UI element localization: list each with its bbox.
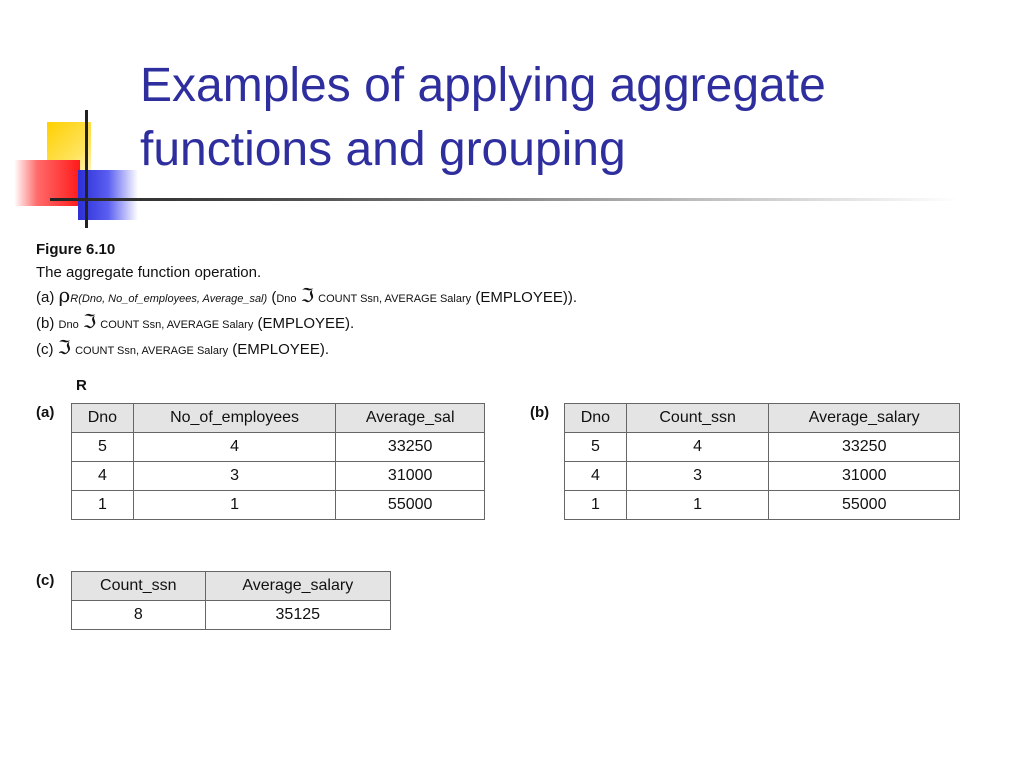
table-header-row <box>72 404 485 433</box>
table-cell: 1 <box>72 491 134 520</box>
column-header: No_of_employees <box>133 404 336 433</box>
table-row <box>565 433 960 462</box>
table-cell: 4 <box>626 433 769 462</box>
group-attr-a: Dno <box>276 293 297 305</box>
table-cell: 1 <box>133 491 336 520</box>
operation-line-c <box>36 337 577 363</box>
line-b-label: (b) <box>36 315 55 332</box>
table-row <box>72 433 485 462</box>
relation-a: (EMPLOYEE)). <box>475 289 578 306</box>
rho-symbol: ρ <box>58 283 71 307</box>
table-cell: 4 <box>565 462 627 491</box>
relation-name-label: R <box>76 377 87 394</box>
operation-line-b <box>36 311 577 337</box>
slide-title <box>140 54 1000 182</box>
table-cell: 4 <box>133 433 336 462</box>
table-row <box>72 601 391 630</box>
result-table-c <box>71 571 391 630</box>
table-cell: 55000 <box>769 491 960 520</box>
result-table-a <box>71 403 485 520</box>
table-row <box>72 491 485 520</box>
column-header: Count_ssn <box>626 404 769 433</box>
vertical-line-decoration <box>85 110 88 228</box>
open-paren: ( <box>271 289 277 306</box>
table-b-label: (b) <box>530 404 550 421</box>
table-c-label: (c) <box>36 572 55 589</box>
result-table-b <box>564 403 960 520</box>
relation-b: (EMPLOYEE). <box>257 315 355 332</box>
table-cell: 4 <box>72 462 134 491</box>
figure-caption: The aggregate function operation. <box>36 264 262 281</box>
table-cell: 3 <box>626 462 769 491</box>
table-row <box>72 462 485 491</box>
table-cell: 5 <box>72 433 134 462</box>
table-cell: 1 <box>565 491 627 520</box>
column-header: Average_sal <box>336 404 485 433</box>
table-cell: 35125 <box>205 601 390 630</box>
line-c-label: (c) <box>36 341 54 358</box>
table-cell: 33250 <box>336 433 485 462</box>
relation-c: (EMPLOYEE). <box>232 341 329 358</box>
table-header-row <box>565 404 960 433</box>
figure-block <box>36 238 577 363</box>
function-args-b: COUNT Ssn, AVERAGE Salary <box>100 319 254 331</box>
column-header: Dno <box>565 404 627 433</box>
aggregate-function-symbol: ℑ <box>300 285 314 307</box>
table-cell: 31000 <box>769 462 960 491</box>
table-cell: 3 <box>133 462 336 491</box>
column-header: Average_salary <box>769 404 960 433</box>
function-args-a: COUNT Ssn, AVERAGE Salary <box>318 293 472 305</box>
table-header-row <box>72 572 391 601</box>
column-header: Average_salary <box>205 572 390 601</box>
slide-logo-decoration <box>0 0 140 240</box>
table-cell: 8 <box>72 601 206 630</box>
column-header: Count_ssn <box>72 572 206 601</box>
table-cell: 33250 <box>769 433 960 462</box>
function-args-c: COUNT Ssn, AVERAGE Salary <box>75 345 229 357</box>
operation-line-a <box>36 284 577 311</box>
table-row <box>565 462 960 491</box>
line-a-label: (a) <box>36 289 55 306</box>
slide-title-line-1: Examples of applying aggregate <box>140 59 826 112</box>
slide-title-line-2: functions and grouping <box>140 123 626 176</box>
table-cell: 55000 <box>336 491 485 520</box>
column-header: Dno <box>72 404 134 433</box>
table-cell: 31000 <box>336 462 485 491</box>
table-row <box>565 491 960 520</box>
table-cell: 1 <box>626 491 769 520</box>
aggregate-function-symbol: ℑ <box>57 337 71 359</box>
table-cell: 5 <box>565 433 627 462</box>
aggregate-function-symbol: ℑ <box>82 311 97 333</box>
group-attr-b: Dno <box>58 319 79 331</box>
table-a-label: (a) <box>36 404 55 421</box>
rho-subscript: R(Dno, No_of_employees, Average_sal) <box>70 293 268 305</box>
title-underline <box>50 198 960 201</box>
figure-number: Figure 6.10 <box>36 241 116 258</box>
